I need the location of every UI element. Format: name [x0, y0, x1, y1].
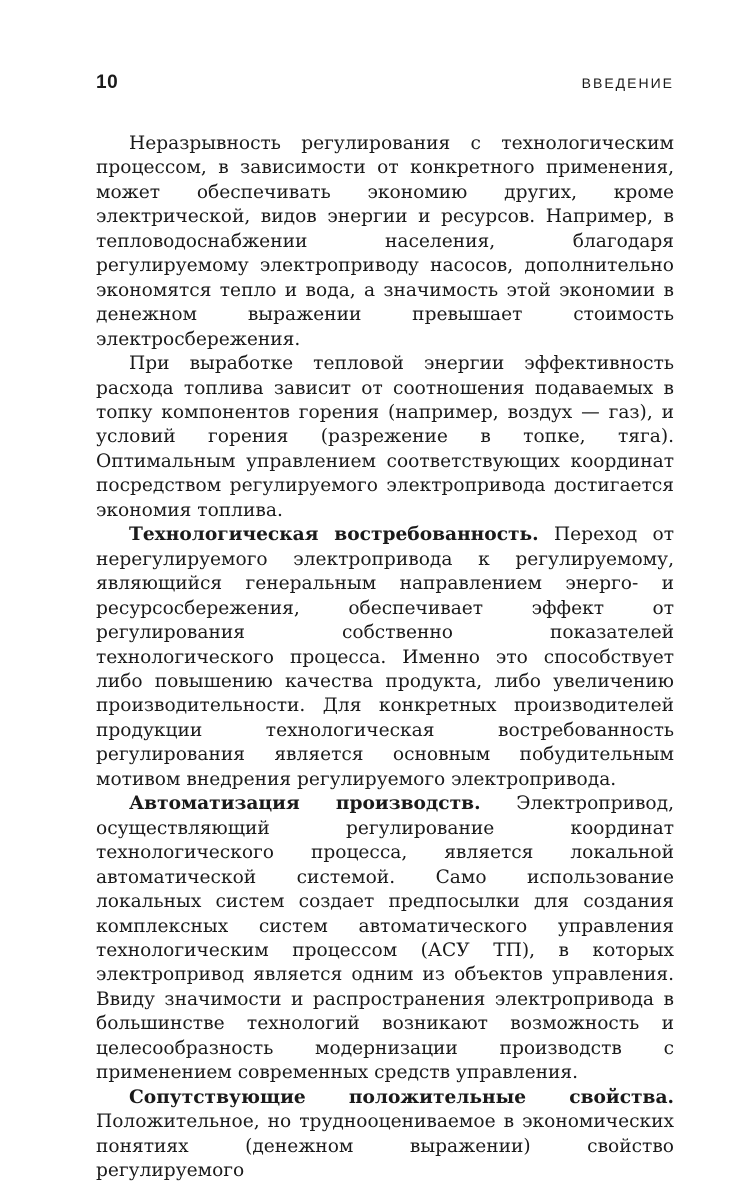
paragraph: [96, 352, 674, 523]
paragraph-text: Переход от нерегулируемого электропривода к регулируемому, являющийся генеральным направлением энерго- и ресурсосбережения, обеспечивает эффект от регулирования собственно показателей технологического процесса. Именно это способствует либо повышению качества продукта, либо увеличению производительности. Для конкретных производителей продукции технологическая востребованность регулирования является основным побудительным мотивом внедрения регулируемого электропривода.: [96, 524, 674, 790]
running-head: [96, 72, 674, 96]
paragraph: [96, 523, 674, 792]
paragraph-text: Положительное, но труднооцениваемое в экономических понятиях (денежном выражении) свойство регулируемого: [96, 1111, 674, 1182]
paragraph: [96, 1086, 674, 1183]
run-in-heading: Сопутствующие положительные свойства.: [129, 1086, 674, 1108]
paragraph-text: При выработке тепловой энергии эффективность расхода топлива зависит от соотношения подаваемых в топку компонентов горения (например, воздух — газ), и условий горения (разрежение в топке, тяга). Оптимальным управлением соответствующих координат посредством регулируемого электропривода достигается экономия топлива.: [96, 353, 674, 521]
run-in-heading: Автоматизация производств.: [129, 793, 481, 815]
section-title: ВВЕДЕНИЕ: [581, 75, 674, 91]
run-in-heading: Технологическая востребованность.: [129, 524, 539, 546]
paragraph: [96, 132, 674, 352]
paragraph-text: Электропривод, осуществляющий регулирование координат технологического процесса, является локальной автоматической системой. Само использование локальных систем создает предпосылки для создания комплексных систем автоматического управления технологическим процессом (АСУ ТП), в которых электропривод является одним из объектов управления. Ввиду значимости и распространения электропривода в большинстве технологий возникают возможность и целесообразность модернизации производств с применением современных средств управления.: [96, 793, 674, 1084]
page-number: 10: [96, 72, 119, 93]
body-text: [96, 132, 674, 1183]
paragraph-text: Неразрывность регулирования с технологическим процессом, в зависимости от конкретного применения, может обеспечивать экономию других, кроме электрической, видов энергии и ресурсов. Например, в тепловодоснабжении населения, благодаря регулируемому электроприводу насосов, дополнительно экономятся тепло и вода, а значимость этой экономии в денежном выражении превышает стоимость электросбережения.: [96, 133, 674, 350]
paragraph: [96, 792, 674, 1085]
